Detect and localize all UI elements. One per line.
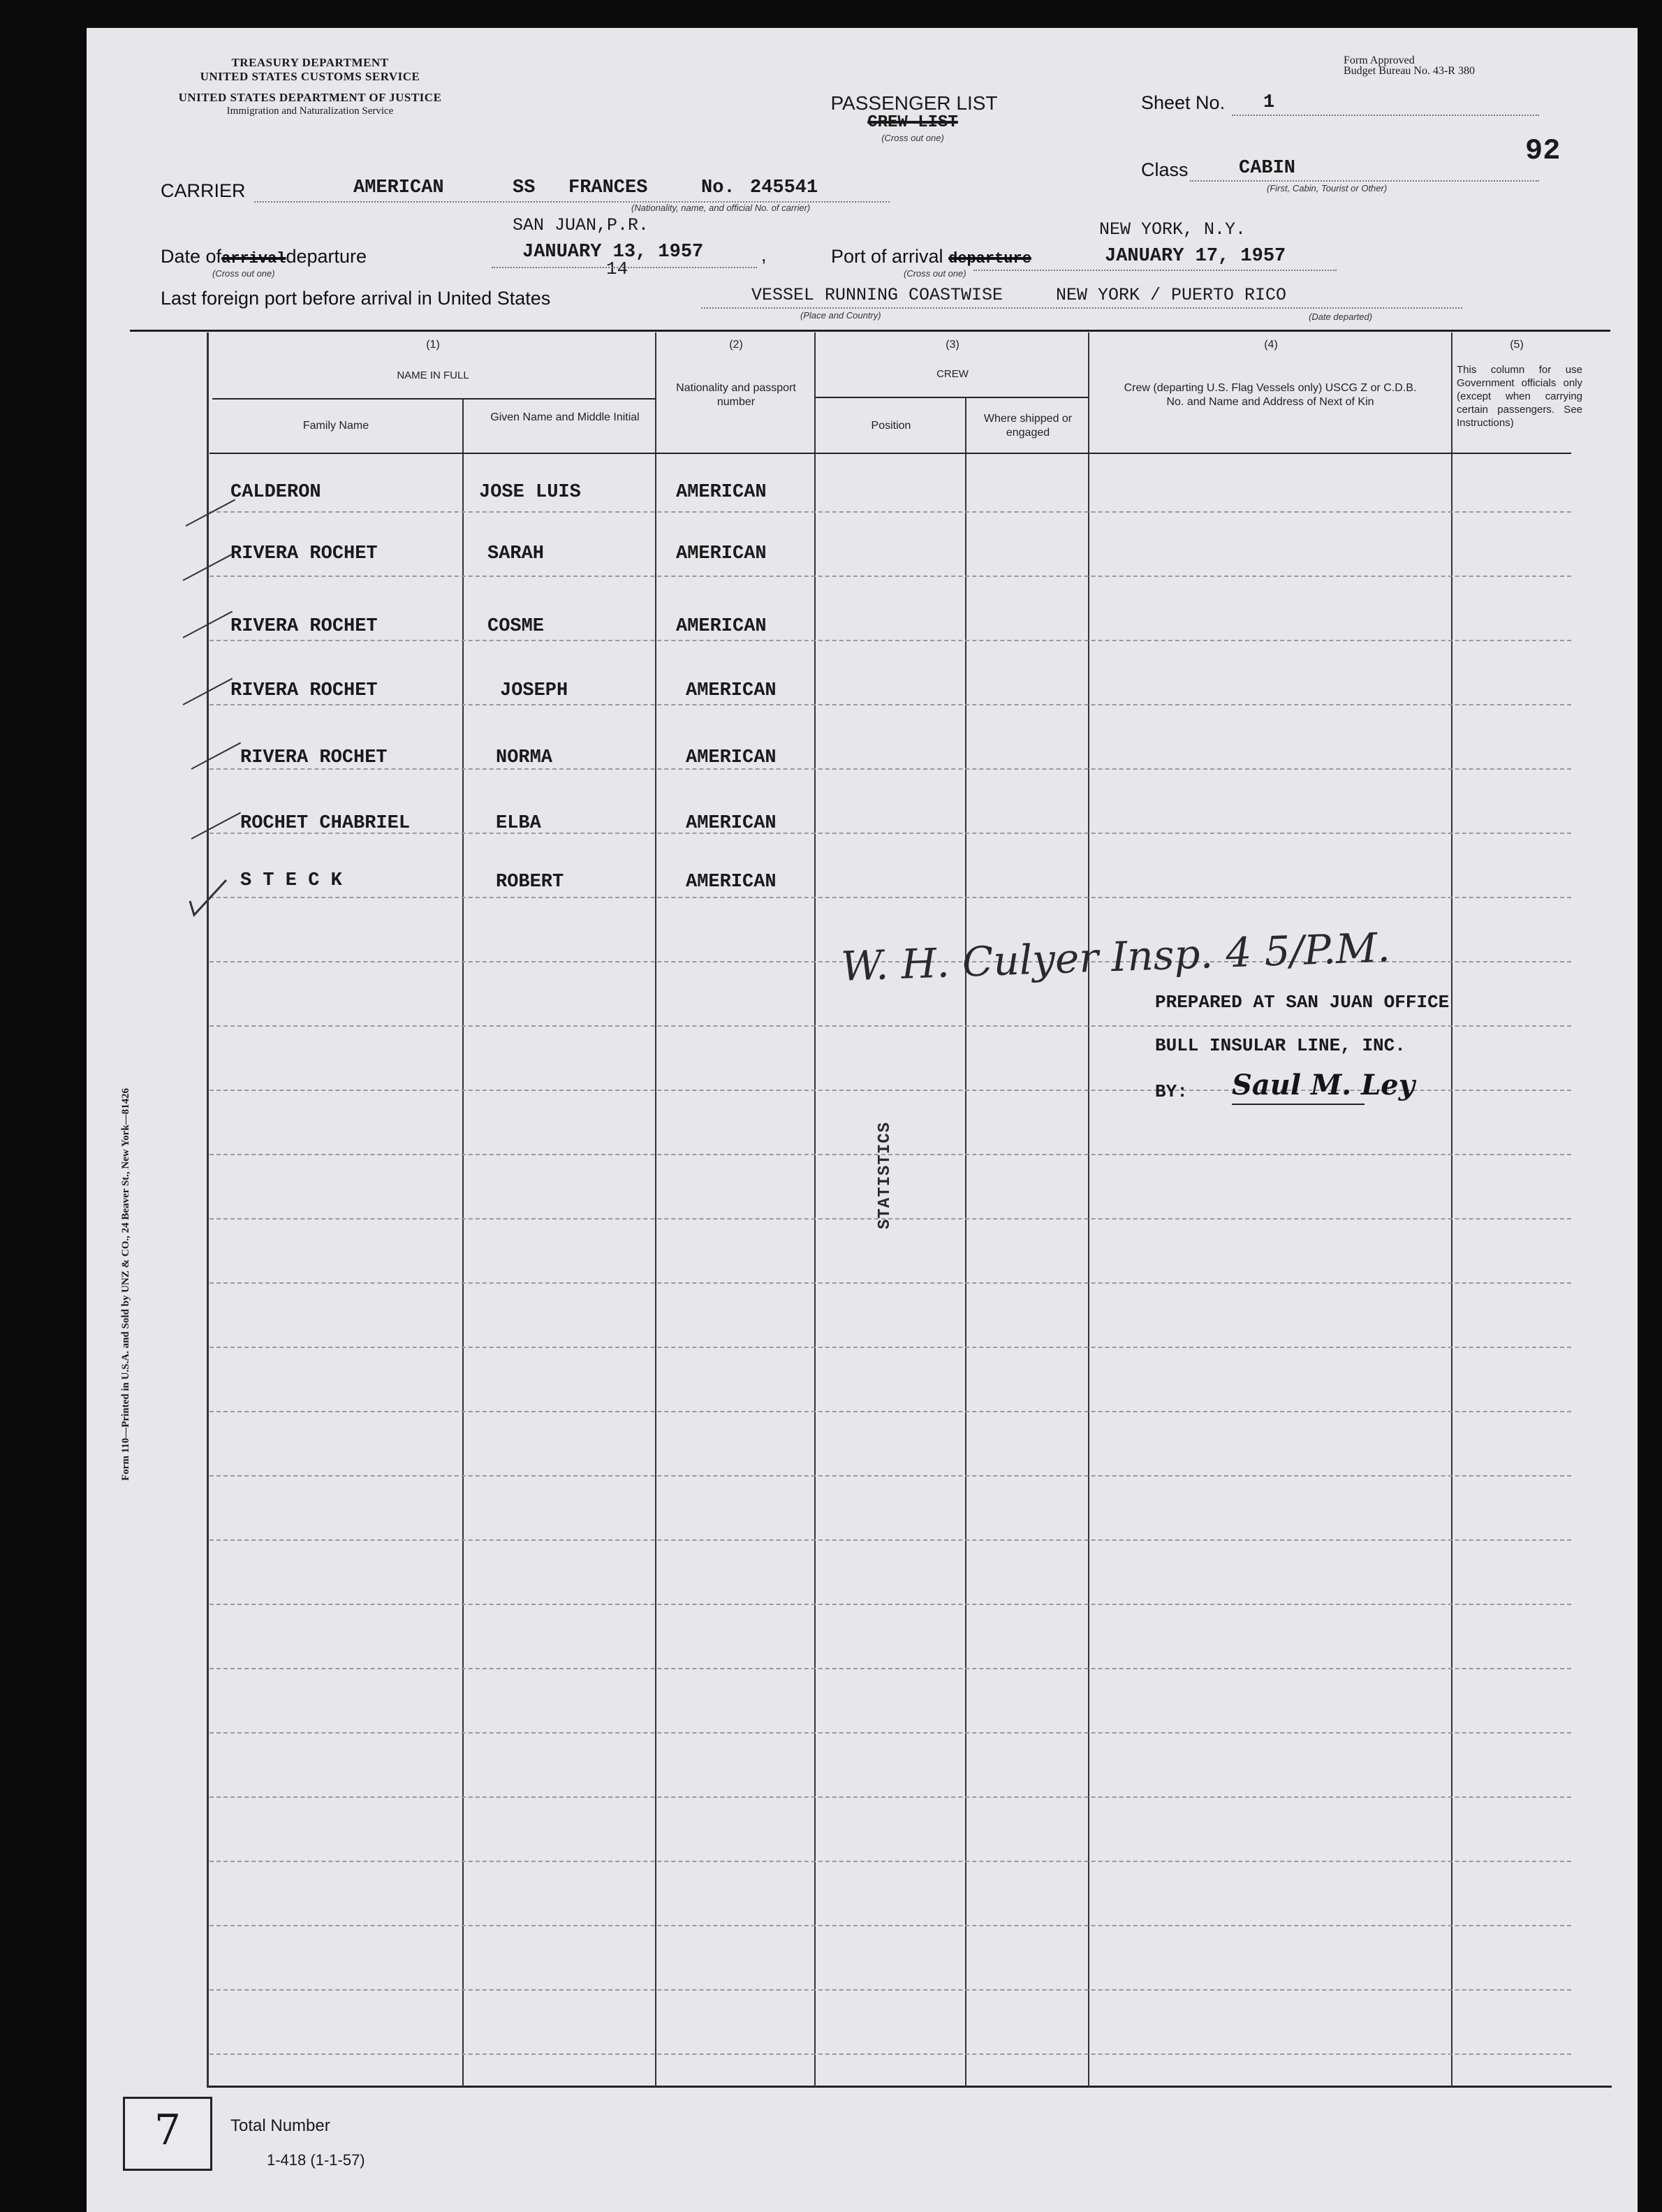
prepared-by-label: BY: [1155, 1081, 1188, 1102]
col-family-name: Family Name [302, 420, 369, 432]
name-subheader-rule [212, 398, 656, 400]
row-rule [209, 833, 1571, 834]
row-rule [209, 768, 1571, 770]
statistics-stamp: STATISTICS [876, 1121, 895, 1229]
passenger-list-form [87, 28, 1638, 2212]
passenger-family-name: S T E C K [240, 870, 342, 891]
form-code: 1-418 (1-1-57) [267, 2151, 365, 2169]
passenger-given-name: ELBA [496, 813, 541, 834]
passenger-nationality: AMERICAN [686, 747, 777, 768]
total-count-box [123, 2097, 212, 2171]
carrier-number: 245541 [750, 177, 818, 198]
row-rule [209, 1282, 1571, 1284]
divider-name-nationality [655, 332, 656, 2087]
form-approved-line-2: Budget Bureau No. 43-R 380 [1344, 65, 1475, 77]
col2-number: (2) [729, 339, 743, 351]
passenger-given-name: NORMA [496, 747, 553, 768]
carrier-type: SS [513, 177, 536, 198]
departure-date: JANUARY 13, 1957 [522, 242, 704, 263]
printer-imprint: Form 110—Printed in U.S.A. and Sold by UNZ & CO., 24 Beaver St., New York—81426 [120, 1087, 131, 1481]
class-label: Class [1141, 159, 1189, 180]
list-title: PASSENGER LIST [830, 92, 998, 114]
passenger-given-name: COSME [487, 616, 545, 637]
last-port-value: VESSEL RUNNING COASTWISE [751, 285, 1003, 305]
departure-date-correction: 14 [606, 258, 628, 279]
passenger-given-name: SARAH [487, 543, 545, 564]
sheet-number: 1 [1263, 92, 1275, 113]
carrier-name: FRANCES [568, 177, 648, 198]
check-mark-icon [191, 812, 242, 840]
row-rule [209, 1025, 1571, 1027]
total-count: 7 [154, 2106, 182, 2155]
divider-position-shipped [965, 397, 966, 2087]
col3-number: (3) [946, 339, 959, 351]
row-rule [209, 1861, 1571, 1862]
table-top-rule [130, 330, 1610, 332]
passenger-nationality: AMERICAN [686, 680, 777, 701]
row-rule [209, 897, 1571, 898]
passenger-family-name: RIVERA ROCHET [230, 543, 378, 564]
divider-nationality-crew [814, 332, 816, 2087]
last-port-date: NEW YORK / PUERTO RICO [1056, 285, 1287, 305]
passenger-given-name: JOSEPH [500, 680, 568, 701]
col1-number: (1) [426, 339, 440, 351]
table-bottom-rule [207, 2086, 1612, 2088]
last-port-place-caption: (Place and Country) [800, 310, 881, 321]
passenger-family-name: CALDERON [230, 482, 321, 503]
row-rule [209, 1604, 1571, 1605]
divider-crew-kin [1088, 332, 1089, 2087]
col3-title: CREW [936, 368, 969, 380]
form-approved-line-1: Form Approved [1344, 54, 1415, 66]
total-label: Total Number [230, 2116, 330, 2135]
departure-label [161, 246, 367, 268]
agency-line-4: Immigration and Naturalization Service [226, 105, 394, 117]
row-rule [209, 1539, 1571, 1541]
passenger-nationality: AMERICAN [676, 616, 767, 637]
carrier-no-label: No. [701, 177, 735, 198]
departure-dotted-line [492, 267, 757, 268]
arrival-date: JANUARY 17, 1957 [1105, 246, 1286, 267]
col-given-name: Given Name and Middle Initial [490, 411, 640, 423]
sheet-dotted-line [1232, 115, 1539, 116]
last-port-dotted-line [701, 307, 1462, 309]
departure-struck-word: arrival [221, 250, 286, 268]
class-value: CABIN [1239, 158, 1296, 179]
departure-place: SAN JUAN,P.R. [513, 215, 649, 235]
title-cross-out-caption: (Cross out one) [881, 133, 944, 143]
header-bottom-rule [209, 453, 1571, 454]
passenger-nationality: AMERICAN [676, 543, 767, 564]
arrival-caption: (Cross out one) [904, 268, 966, 279]
passenger-given-name: ROBERT [496, 872, 564, 893]
list-title-struck: CREW LIST [867, 113, 958, 132]
arrival-label [831, 246, 1031, 268]
last-port-label: Last foreign port before arrival in United States [161, 288, 551, 309]
col5-title: This column for use Government officials only (except when carrying certain passengers. See Instructions) [1457, 364, 1582, 429]
signature-underline [1232, 1104, 1365, 1105]
last-port-date-caption: (Date departed) [1309, 312, 1373, 322]
carrier-nationality: AMERICAN [353, 177, 444, 198]
row-rule [209, 511, 1571, 513]
col1-title: NAME IN FULL [397, 369, 469, 381]
class-caption: (First, Cabin, Tourist or Other) [1267, 183, 1388, 193]
check-mark-icon [184, 873, 233, 922]
page-number: 92 [1525, 134, 1561, 168]
row-rule [209, 2053, 1571, 2055]
row-rule [209, 1411, 1571, 1412]
row-rule [209, 576, 1571, 577]
passenger-nationality: AMERICAN [686, 813, 777, 834]
arrival-struck-word: departure [948, 250, 1031, 268]
col2-title: Nationality and passport number [676, 382, 796, 408]
prepared-line-2: BULL INSULAR LINE, INC. [1155, 1035, 1406, 1056]
sheet-label: Sheet No. [1141, 92, 1226, 113]
passenger-nationality: AMERICAN [686, 872, 777, 893]
row-rule [209, 1475, 1571, 1477]
row-rule [209, 1796, 1571, 1798]
passenger-family-name: ROCHET CHABRIEL [240, 813, 411, 834]
inspector-note: W. H. Culyer Insp. 4 5/P.M. [840, 923, 1391, 990]
agent-signature: Saul M. Ley [1232, 1069, 1415, 1101]
row-rule [209, 704, 1571, 705]
check-mark-icon [191, 742, 242, 770]
agency-line-1: TREASURY DEPARTMENT [231, 56, 389, 69]
agency-line-2: UNITED STATES CUSTOMS SERVICE [200, 70, 420, 83]
col4-title: Crew (departing U.S. Flag Vessels only) USCG Z or C.D.B. No. and Name and Address of Next of Kin [1124, 382, 1417, 408]
row-rule [209, 1732, 1571, 1734]
passenger-family-name: RIVERA ROCHET [230, 616, 378, 637]
prepared-line-1: PREPARED AT SAN JUAN OFFICE [1155, 992, 1450, 1013]
divider-family-given [462, 398, 464, 2087]
row-rule [209, 1925, 1571, 1926]
row-rule [209, 1989, 1571, 1991]
departure-caption: (Cross out one) [212, 268, 275, 279]
col5-number: (5) [1510, 339, 1524, 351]
carrier-caption: (Nationality, name, and official No. of carrier) [631, 203, 811, 213]
class-dotted-line [1190, 180, 1539, 182]
comma-separator: , [761, 244, 767, 265]
passenger-nationality: AMERICAN [676, 482, 767, 503]
divider-kin-government [1451, 332, 1453, 2087]
crew-subheader-rule [816, 397, 1088, 398]
check-mark-icon [186, 499, 236, 527]
row-rule [209, 1347, 1571, 1348]
col4-number: (4) [1264, 339, 1278, 351]
row-rule [209, 640, 1571, 641]
departure-label-prefix: Date of [161, 246, 222, 267]
carrier-label: CARRIER [161, 180, 246, 201]
table-left-border [207, 332, 209, 2087]
col-where-shipped: Where shipped or engaged [983, 413, 1073, 439]
arrival-dotted-line [973, 270, 1337, 271]
arrival-label-text: Port of arrival [831, 246, 943, 267]
row-rule [209, 1668, 1571, 1669]
passenger-family-name: RIVERA ROCHET [240, 747, 388, 768]
agency-line-3: UNITED STATES DEPARTMENT OF JUSTICE [178, 91, 442, 104]
col-position: Position [871, 420, 911, 432]
arrival-place: NEW YORK, N.Y. [1099, 219, 1246, 240]
passenger-given-name: JOSE LUIS [479, 482, 581, 503]
passenger-family-name: RIVERA ROCHET [230, 680, 378, 701]
departure-label-suffix: departure [286, 246, 367, 267]
